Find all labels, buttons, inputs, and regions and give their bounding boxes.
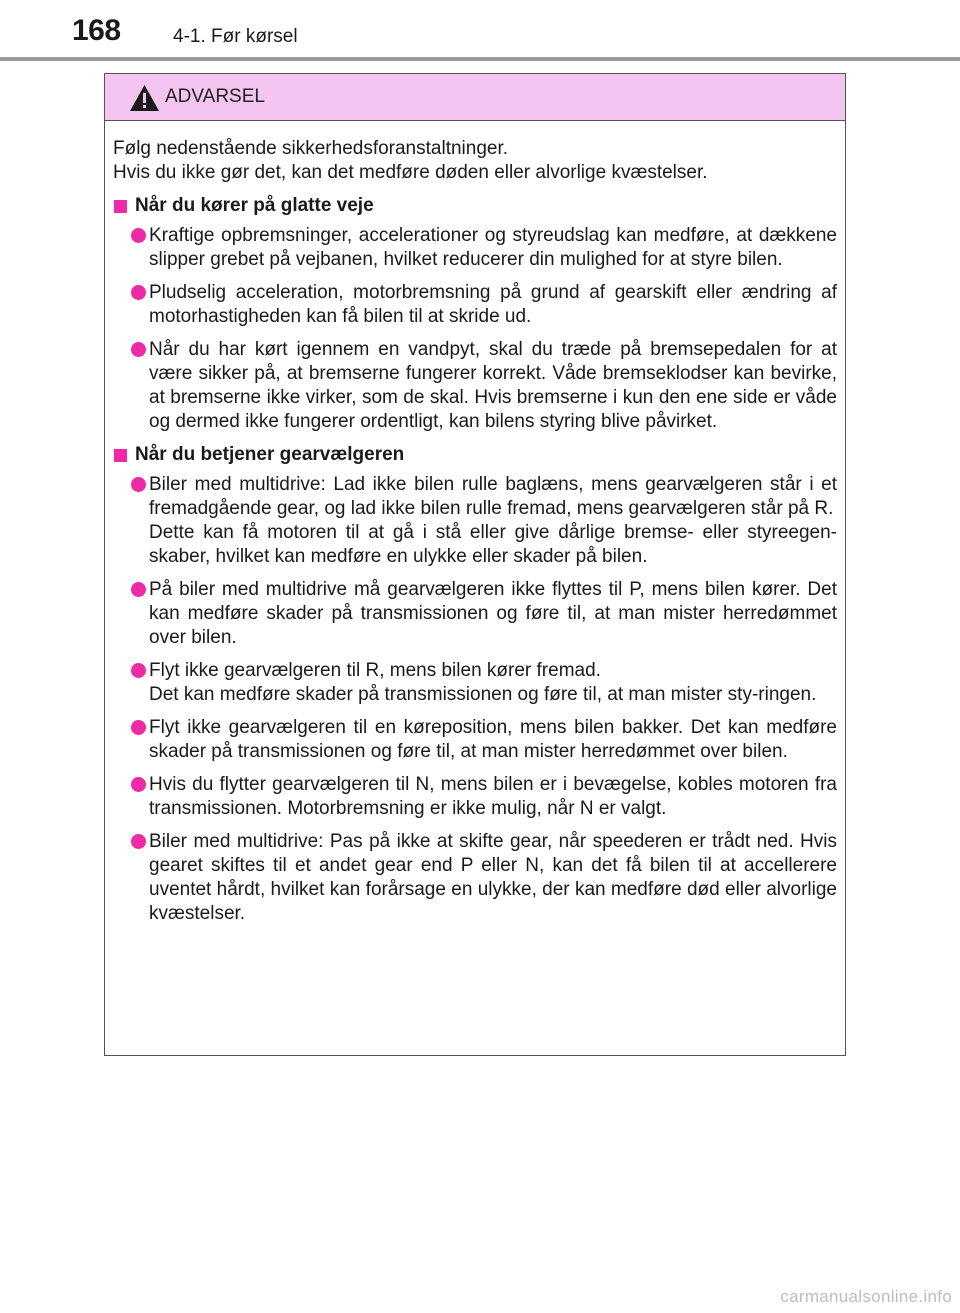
list-item	[113, 578, 837, 650]
page-header	[0, 0, 960, 60]
list-item-text: Hvis du flytter gearvælgeren til N, mens bilen er i bevægelse, kobles motoren fra transmissionen. Motorbremsning er ikke mulig, når N er valgt.	[149, 774, 837, 819]
list-item-text: Kraftige opbremsninger, accelerationer og styreudslag kan medføre, at dækkene slipper grebet på vejbanen, hvilket reducerer din mulighed for at styre bilen.	[149, 225, 837, 270]
list-item-text: Pludselig acceleration, motorbremsning på grund af gearskift eller ændring af motorhastigheden kan få bilen til at skride ud.	[149, 282, 837, 327]
square-bullet-icon	[114, 449, 127, 462]
round-bullet-icon	[131, 477, 146, 492]
list-item	[113, 224, 837, 272]
list-item-text: Dette kan få motoren til at gå i stå eller give dårlige bremse- eller styreegen-skaber, hvilket kan medføre en ulykke eller skader på bilen.	[149, 522, 837, 567]
list-item-text: Det kan medføre skader på transmissionen og føre til, at man mister sty-ringen.	[149, 684, 817, 705]
round-bullet-icon	[131, 228, 146, 243]
list-item	[113, 659, 837, 707]
square-bullet-icon	[114, 200, 127, 213]
list-item	[113, 773, 837, 821]
list-item-text: På biler med multidrive må gearvælgeren ikke flyttes til P, mens bilen kører. Det kan medføre skader på transmissionen og føre til, at man mister herredømmet over bilen.	[149, 579, 837, 648]
section-heading	[113, 194, 837, 218]
round-bullet-icon	[131, 285, 146, 300]
warning-header	[105, 74, 845, 121]
list-item-text: Når du har kørt igennem en vandpyt, skal du træde på bremsepedalen for at være sikker på, at bremserne fungerer korrekt. Våde bremseklodser kan bevirke, at bremserne ikke virker, som de skal. Hvis bremserne i kun den ene side er våde og dermed ikke fungerer ordentligt, kan bilens styring blive påvirket.	[149, 339, 837, 432]
warning-triangle-icon	[129, 84, 160, 112]
list-item	[113, 281, 837, 329]
list-item-text: Biler med multidrive: Pas på ikke at skifte gear, når speederen er trådt ned. Hvis gearet skiftes til et andet gear end P eller N, kan det få bilen til at accellerere uventet hårdt, hvilket kan forårsage en ulykke, der kan medføre død eller alvorlige kvæstelser.	[149, 831, 837, 924]
round-bullet-icon	[131, 342, 146, 357]
list-item-text: Flyt ikke gearvælgeren til en køreposition, mens bilen bakker. Det kan medføre skader på transmissionen og føre til, at man mister herredømmet over bilen.	[149, 717, 837, 762]
list-item	[113, 338, 837, 434]
warning-body	[105, 121, 845, 926]
section-title: 4-1. Før kørsel	[173, 26, 298, 47]
page-number: 168	[72, 14, 121, 47]
round-bullet-icon	[131, 582, 146, 597]
section-heading	[113, 443, 837, 467]
warning-box	[104, 73, 846, 1056]
header-rule	[0, 57, 960, 61]
watermark: carmanualsonline.info	[780, 1287, 952, 1306]
warning-title: ADVARSEL	[165, 86, 265, 107]
round-bullet-icon	[131, 720, 146, 735]
list-item-text: Flyt ikke gearvælgeren til R, mens bilen kører fremad.	[149, 660, 601, 681]
warning-intro	[113, 137, 837, 185]
list-item	[113, 830, 837, 926]
intro-line: Følg nedenstående sikkerhedsforanstaltninger.	[113, 138, 509, 159]
round-bullet-icon	[131, 663, 146, 678]
round-bullet-icon	[131, 777, 146, 792]
section-heading-text: Når du betjener gearvælgeren	[135, 444, 405, 465]
list-item-text: Biler med multidrive: Lad ikke bilen rulle baglæns, mens gearvælgeren står i et fremadgående gear, og lad ikke bilen rulle fremad, mens gearvælgeren står på R.	[149, 474, 837, 519]
section-heading-text: Når du kører på glatte veje	[135, 195, 374, 216]
list-item	[113, 473, 837, 569]
intro-line: Hvis du ikke gør det, kan det medføre døden eller alvorlige kvæstelser.	[113, 162, 708, 183]
round-bullet-icon	[131, 834, 146, 849]
list-item	[113, 716, 837, 764]
